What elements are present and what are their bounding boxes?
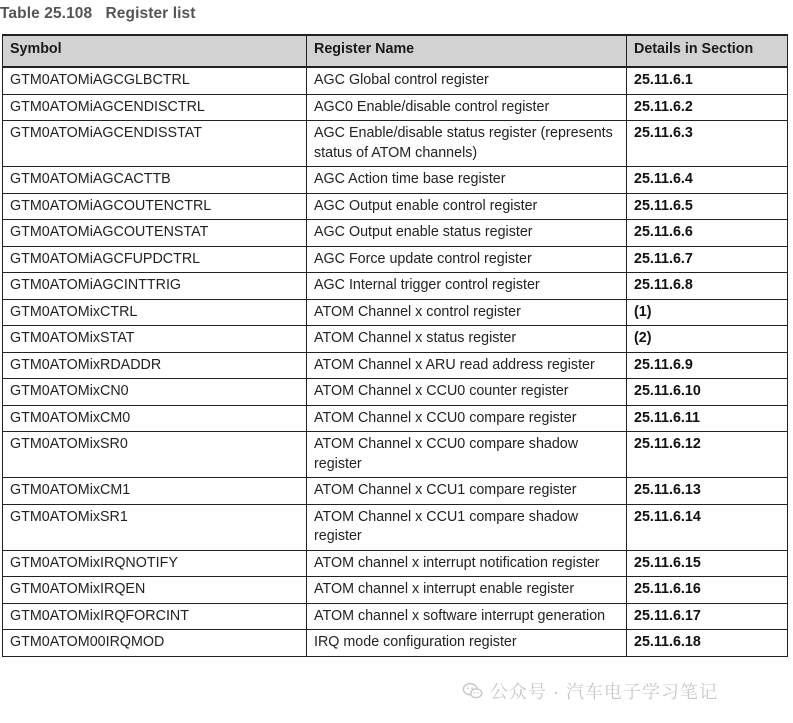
section-reference: 25.11.6.11 [627,405,788,432]
register-symbol: GTM0ATOMixIRQFORCINT [3,603,307,630]
table-row [3,630,788,657]
register-name: ATOM Channel x control register [307,299,627,326]
section-reference: 25.11.6.16 [627,577,788,604]
column-header-symbol: Symbol [3,35,307,67]
register-name: AGC Global control register [307,67,627,94]
register-symbol: GTM0ATOMiAGCGLBCTRL [3,67,307,94]
register-name: ATOM Channel x CCU1 compare register [307,478,627,505]
register-name: ATOM Channel x CCU0 compare shadow register [307,432,627,478]
table-row [3,352,788,379]
register-name: ATOM channel x interrupt enable register [307,577,627,604]
table-number: Table 25.108 [0,5,93,22]
register-name: AGC Enable/disable status register (represents status of ATOM channels) [307,121,627,167]
register-name: AGC Output enable control register [307,193,627,220]
section-reference: 25.11.6.12 [627,432,788,478]
section-reference: 25.11.6.17 [627,603,788,630]
table-row [3,193,788,220]
register-symbol: GTM0ATOMixRDADDR [3,352,307,379]
register-name: ATOM Channel x CCU0 compare register [307,405,627,432]
section-reference: 25.11.6.14 [627,504,788,550]
register-name: ATOM Channel x ARU read address register [307,352,627,379]
section-reference: (2) [627,326,788,353]
register-symbol: GTM0ATOMiAGCOUTENSTAT [3,220,307,247]
section-reference: 25.11.6.5 [627,193,788,220]
register-name: ATOM channel x software interrupt generation [307,603,627,630]
register-symbol: GTM0ATOMixCM0 [3,405,307,432]
register-name: IRQ mode configuration register [307,630,627,657]
table-row [3,550,788,577]
register-symbol: GTM0ATOMiAGCACTTB [3,167,307,194]
section-reference: 25.11.6.2 [627,94,788,121]
register-symbol: GTM0ATOMixSTAT [3,326,307,353]
register-symbol: GTM0ATOMixCTRL [3,299,307,326]
register-name: ATOM Channel x CCU1 compare shadow register [307,504,627,550]
table-row [3,603,788,630]
table-row [3,121,788,167]
register-name: AGC0 Enable/disable control register [307,94,627,121]
column-header-details-section: Details in Section [627,35,788,67]
register-name: ATOM Channel x status register [307,326,627,353]
register-symbol: GTM0ATOMixCN0 [3,379,307,406]
column-header-register-name: Register Name [307,35,627,67]
register-name: ATOM channel x interrupt notification register [307,550,627,577]
register-name: AGC Output enable status register [307,220,627,247]
section-reference: 25.11.6.9 [627,352,788,379]
watermark [462,678,718,704]
table-row [3,220,788,247]
table-row [3,167,788,194]
wechat-icon [462,680,484,702]
table-title: Register list [105,5,196,22]
register-symbol: GTM0ATOMiAGCENDISSTAT [3,121,307,167]
table-row [3,273,788,300]
table-row [3,94,788,121]
section-reference: 25.11.6.4 [627,167,788,194]
section-reference: 25.11.6.15 [627,550,788,577]
table-row [3,432,788,478]
table-row [3,405,788,432]
section-reference: 25.11.6.6 [627,220,788,247]
table-body [3,67,788,656]
section-reference: 25.11.6.1 [627,67,788,94]
section-reference: 25.11.6.18 [627,630,788,657]
table-row [3,326,788,353]
register-symbol: GTM0ATOMiAGCINTTRIG [3,273,307,300]
register-symbol: GTM0ATOMixCM1 [3,478,307,505]
section-reference: 25.11.6.3 [627,121,788,167]
table-row [3,577,788,604]
table-row [3,246,788,273]
section-reference: (1) [627,299,788,326]
register-list-table [2,34,788,657]
register-name: AGC Force update control register [307,246,627,273]
register-name: AGC Action time base register [307,167,627,194]
register-symbol: GTM0ATOMiAGCFUPDCTRL [3,246,307,273]
watermark-text: 公众号 · 汽车电子学习笔记 [490,682,718,702]
register-symbol: GTM0ATOMiAGCOUTENCTRL [3,193,307,220]
register-symbol: GTM0ATOMiAGCENDISCTRL [3,94,307,121]
register-symbol: GTM0ATOMixIRQNOTIFY [3,550,307,577]
register-symbol: GTM0ATOMixIRQEN [3,577,307,604]
register-name: ATOM Channel x CCU0 counter register [307,379,627,406]
table-row [3,299,788,326]
register-name: AGC Internal trigger control register [307,273,627,300]
register-symbol: GTM0ATOMixSR0 [3,432,307,478]
section-reference: 25.11.6.8 [627,273,788,300]
table-header-row [3,35,788,67]
table-row [3,379,788,406]
register-symbol: GTM0ATOMixSR1 [3,504,307,550]
section-reference: 25.11.6.13 [627,478,788,505]
table-caption [0,5,196,23]
table-row [3,67,788,94]
table-row [3,478,788,505]
table-row [3,504,788,550]
section-reference: 25.11.6.7 [627,246,788,273]
section-reference: 25.11.6.10 [627,379,788,406]
register-symbol: GTM0ATOM00IRQMOD [3,630,307,657]
